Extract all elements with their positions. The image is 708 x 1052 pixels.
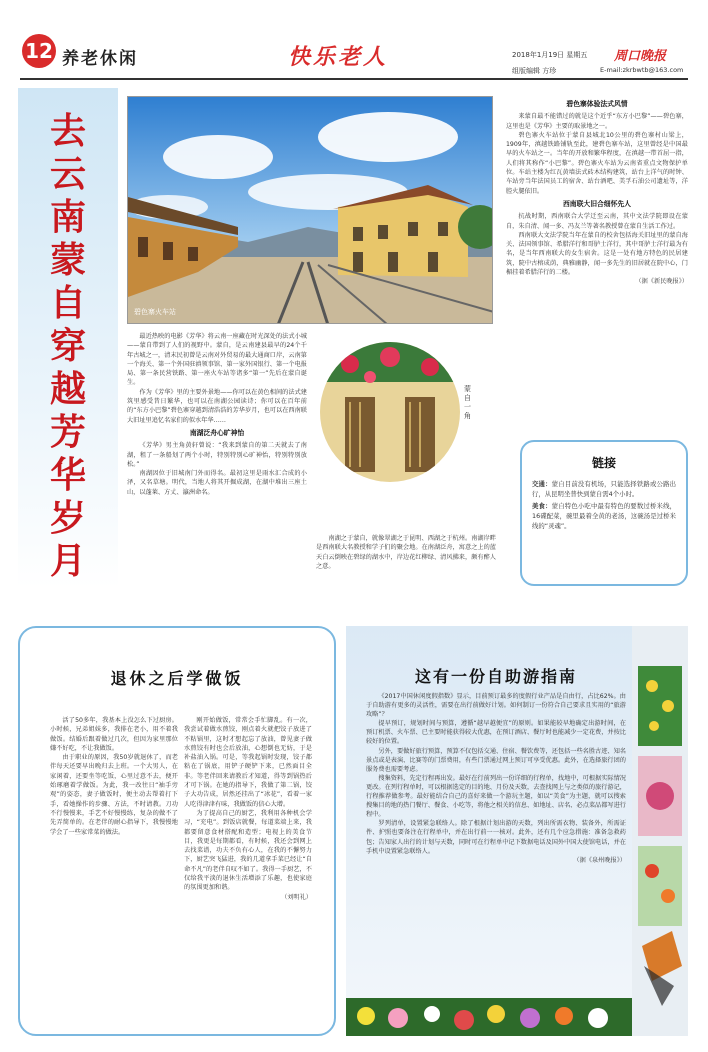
article3-p5: 罗列清单，设置紧急联络人。除了根据计划出游的天数，列出所需衣物、装备外，所需证件、护照也要备注在行程单中，并在出行前一一核对。此外，还有几个应急措施：准备急救药包；告知家人出行的计划与天数，同时可在行程单中记下数据电话及国外中国大使馆电话，并在手机中设置紧急联络人。: [366, 820, 626, 855]
article1-col3: [506, 96, 688, 287]
article1-sub2: 碧色寨体验法式风情: [566, 100, 628, 108]
article1-col2: [316, 534, 496, 571]
article3-p3: 另外，要做好旅行预算，预算不仅包括交通、住宿、餐饮费等，还包括一些名胜古迹、知名景点或是表演、比赛等的门票费用，有些门票通过网上预订可享受优惠。此外，在选择旅行团的服务费也需要考虑。: [366, 747, 626, 773]
article1-source: （据《新民晚报》）: [635, 278, 688, 286]
article3-title: 这有一份自助游指南: [414, 667, 577, 686]
article1-title: 去云南蒙自穿越芳华岁月: [49, 110, 86, 582]
article1-intro: 最近热映的电影《芳华》将云南一座藏在时光深处的法式小城——蒙自带到了人们的视野中。蒙自，是云南建县最早的24个千年古城之一，清末民初曾是云南对外贸易的最大通商口岸，云南第一个海关、第一个外国驻滇领事馆、第一家外国银行、第一个电报局、第一条民营铁路、第一座火车站等诸多“第一”先后在蒙自诞生。: [127, 333, 307, 387]
article3-body: [366, 692, 626, 865]
header-email: E-mail:zkrbwtb@163.com: [600, 66, 684, 74]
page-number: 12: [25, 39, 53, 63]
mengzi-photo: [320, 342, 460, 482]
article3-source: （据《泉州晚报》）: [573, 856, 626, 864]
article3-p4: 搜集资料，先定行程再出发。最好在行前列出一份详细的行程单，找地中，可根据实际情况更改。在列行程单时，可以根据选定的目的地、月份及天数，去查找网上与之类似的旅行游记，行程推荐做参考。最好能结合自己的喜好来做一个游玩主题，如以“美食”为主题，就可以搜索搜集目的地的热门餐厅、餐食、小吃等，将他之相关的信息、如地址、店名、必点菜品都写进行程中。: [366, 774, 626, 819]
article3-p2: 提早预订，规划时间与预算，遵循“越早越便宜”的原则。如果能较早地确定出游时间，在预订机票、火车票、已主要时能获得较大优惠，在预订酒店、餐厅时也能减少一定花费，并按比较好的位置。: [366, 720, 626, 746]
article1-sub1-body: 《芳华》男主角黄轩曾说：“我来到蒙自的第二天就去了南湖，租了一条船划了两个小时，特别特别心旷神怡，特别特别放松。”: [127, 442, 307, 468]
article3-p1: 《2017中国休闲度假指数》显示，目前预订最多的度假行业产品是自由行，占比62%。由于自助游有更多的灵活性，需要在出行前做好计划。如何制订一份符合自己要求且实用的“旅游攻略”？: [366, 693, 626, 719]
station-photo-illustration: [128, 97, 493, 324]
article1-sub2-body: 来蒙自最不能错过的就是这个近乎“东方小巴黎”——碧色寨，这里也是《芳华》主要的取景地之一。: [506, 113, 688, 130]
article1-sub3-body: 抗战时期，西南联合大学迁至云南，其中文法学院即设在蒙自，朱自清、闻一多、冯友兰等著名教授曾在蒙自生活工作过。: [506, 213, 688, 230]
article1-sub3: 西南联大旧合细怀先人: [563, 199, 631, 208]
page-number-badge: [22, 34, 56, 68]
link-food-label: 美食：: [532, 502, 552, 510]
mengzi-photo-caption: 蒙自一角: [464, 385, 471, 420]
link-sidebar-title: 链接: [591, 456, 616, 470]
article3-box: [346, 626, 688, 1036]
article1-col1: [127, 332, 307, 497]
article2-title: 退休之后学做饭: [110, 669, 244, 688]
masthead-logo: 周口晚报: [614, 49, 667, 64]
station-photo-caption: 碧色寨火车站: [134, 308, 176, 316]
article1-intro2: 作为《芳华》里的主要外景地——你可以在黄色相间的法式建筑里感受昔日繁华，也可以在南湖公园读诗；你可以在百年前的“东方小巴黎”碧色寨穿越到清浩浩的芳华岁月，也可以在西南联大旧址里追忆名家们的似水年华……: [127, 388, 307, 424]
section-title: 养老休闲: [62, 49, 138, 69]
article1-sub2-body2: 碧色寨火车站位于蒙自县城北10公里的碧色寨村山梁上，1909年，滇越铁路铺轨至此，建碧色寨车站，这里曾经是中国最早的火车站之一。当年的开放和繁华程度，在滇越一带首屈一指，人们将其称作“小巴黎”。碧色寨火车站为云南省重点文物保护单位。车站主楼为红瓦黄墙法式砖木结构建筑，站台上洋气的时钟、车站旁当年法国员工的宿舍、站台酒吧、美孚石油公司遗址等，洋腔火腿依旧。: [506, 131, 688, 195]
article1-sub1-body3: 南湖之于蒙自，就像翠湖之于昆明、西湖之于杭州。南湖岸畔是西南联大名教授和学子们的聚会地。在南湖泛舟，寓意之上的蓝天白云倒映在碧绿的湖水中，岸边花红柳绿、清风拂来，颇有醉人之意。: [316, 535, 496, 570]
article2-box: [18, 626, 336, 1036]
article1-title-panel: [18, 88, 118, 588]
article2-author: （刘明礼）: [281, 893, 312, 901]
flower-strip: [346, 998, 632, 1036]
article2-p4: 为了提高自己的厨艺，我利用各种机会学习，“充电”。到饭店就餐，每道菜端上来，我都要留意食材搭配和造型；电视上的美食节目，我更是每期都看，有时候，我还会到网上去找菜谱，功夫不负有心人，在我的不懈努力下，厨艺突飞猛进，我的几道拿手菜已经让“自命不凡”的老伴自叹不如了。我得一手厨艺，不仅给我平淡的退休生活增添了乐趣，也使家庭的氛围更加和谐。: [184, 809, 312, 892]
header-rule: [20, 78, 688, 80]
header-editor: 组版编辑 方珍: [512, 67, 557, 75]
article1-sub3-body2: 西南联大文法学院当年在蒙自的校舍包括海关旧址里的蒙自海关、法国领事馆、希腊洋行和哥胪士洋行，其中哥胪士洋行最为有名，是当年西南联大的女生宿舍。这是一处有地方特色的民居建筑，院中古榕成荫，典雅幽静，闻一多先生的旧居就在院中心，门楣挂着希腊洋行的二楼。: [506, 231, 688, 277]
article1-sub1-body2: 南湖因位于旧城南门外而得名。最初这里是雨水汇合成的小泽，又名草塘。明代，当地人将其开掘成湖，在湖中堆出三座土山，以蓬莱、方丈、瀛洲命名。: [127, 470, 307, 496]
link-traffic: [532, 479, 676, 499]
header-date: 2018年1月19日 星期五: [512, 51, 588, 59]
mengzi-photo-illustration: [320, 342, 460, 482]
station-photo: [127, 96, 493, 324]
article2-p2: 由于职业的原因，我50岁就退休了，而老伴每天还要早出晚归去上班。一个大男人，在家闲着，还要坐等吃饭，心里过意不去，便开始琢磨着学做饭。为此，我一改往日“袖手旁观”的姿态，妻子做饭时，便主动去帮着打下手，看她操作的步骤、方法，不时请教。刀功不行慢慢来，手艺不好慢慢练，复杂的做不了先弄简单的。在老伴的耐心指导下，我慢慢地学会了一些家常菜的做法。: [50, 754, 178, 836]
article2-col2: [184, 716, 312, 902]
column-logo: 快乐老人: [288, 44, 389, 70]
link-food-text: 蒙自特色小吃中最有特色的要数过桥米线，16碟配菜，碗里最着全黄的老汤，这碗汤是过桥米线的“灵魂”。: [532, 502, 677, 530]
link-traffic-label: 交通：: [532, 480, 552, 488]
link-traffic-text: 蒙自目前没有机场，只能选择铁路或公路出行，从昆明坐普快到蒙自需4个小时。: [532, 480, 677, 498]
link-food: [532, 501, 676, 531]
article2-p1: 活了50多年，我基本上没怎么下过厨房。小时候，兄弟姐妹多，我排在老小，用不着我做饭。结婚后跟着做过几次，但因为家里那位嫌不好吃，不让我做饭。: [50, 717, 178, 752]
article2-col1: [50, 716, 178, 837]
link-sidebar: [520, 440, 688, 586]
article2-p3: 刚开始做饭，常常会手忙脚乱。有一次，我尝试着做水煎饺，刚点着火就把饺子放进了不粘锅里，这时才想起忘了放油，曾见妻子做水煎饺有时也会后放油，心想倒也无妨，于是补盐油入锅。可是，等我起锅时发现，饺子都粘在了锅底，用铲子硬铲下来，已然面目全非。等老伴回来请教后才知道，得等到锅热后才可下锅。在她的指导下，我做了第二锅，饺子大功告成，居然还挂出了“冰花”，看着一家人吃得津津有味，我做饭的信心大增。: [184, 717, 312, 808]
flower-decoration: [632, 626, 688, 1036]
article1-sub1: 南湖泛舟心旷神怡: [189, 428, 245, 437]
page-header: [0, 0, 708, 80]
